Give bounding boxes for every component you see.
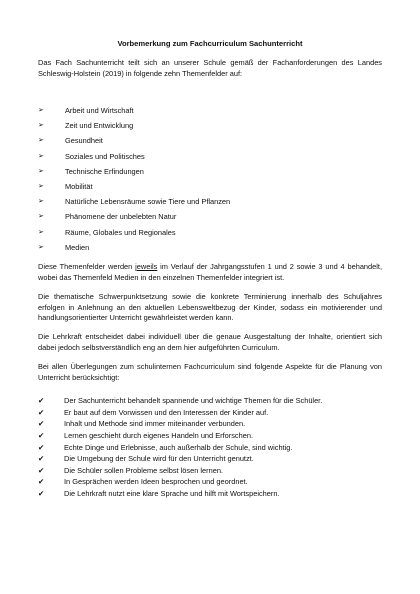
aspekt-label: Die Lehrkraft nutzt eine klare Sprache und hilft mit Wortspeichern.	[64, 489, 280, 499]
themenfeld-list-item	[38, 243, 382, 258]
checkmark-icon: ✔	[38, 396, 45, 405]
aspekte-list	[38, 396, 382, 501]
aspekt-list-item	[38, 396, 382, 408]
arrow-bullet-icon: ➢	[38, 122, 44, 130]
aspekt-list-item	[38, 431, 382, 443]
intro-paragraph: Das Fach Sachunterricht teilt sich an unserer Schule gemäß der Fachanforderungen des Landes Schleswig-Holstein (2019) in folgende zehn Themenfelder auf:	[38, 58, 382, 78]
aspekt-label: Die Schüler sollen Probleme selbst lösen lernen.	[64, 465, 223, 475]
themenfelder-paragraph	[38, 262, 382, 283]
aspekt-list-item	[38, 408, 382, 420]
checkmark-icon: ✔	[38, 407, 45, 417]
themenfeld-list-item	[38, 106, 382, 121]
arrow-bullet-icon: ➢	[38, 107, 44, 114]
checkmark-icon: ✔	[38, 454, 45, 464]
themenfelder-paragraph-end: im Verlauf der Jahrgangsstufen 1 und 2 sowie 3 und 4 behandelt, wobei das Themenfeld Medien in den einzelnen Themenfelder integriert ist.	[38, 262, 383, 282]
themenfeld-list-item	[38, 121, 382, 136]
themenfelder-list	[38, 106, 382, 258]
themenfeld-label: Gesundheit	[65, 136, 103, 146]
aspekt-label: Echte Dinge und Erlebnisse, auch außerhalb der Schule, sind wichtig.	[64, 442, 293, 452]
arrow-bullet-icon: ➢	[38, 137, 44, 145]
checkmark-icon: ✔	[38, 430, 45, 440]
arrow-bullet-icon: ➢	[38, 152, 44, 160]
checkmark-icon: ✔	[38, 489, 45, 499]
themenfelder-paragraph-start: Diese Themenfelder werden	[38, 262, 136, 271]
arrow-bullet-icon: ➢	[38, 243, 44, 251]
jeweils-emphasis: jeweils	[135, 262, 158, 271]
themenfeld-list-item	[38, 136, 382, 151]
themenfeld-label: Medien	[65, 242, 90, 252]
themenfeld-list-item	[38, 212, 382, 227]
arrow-bullet-icon: ➢	[38, 167, 44, 175]
checkmark-icon: ✔	[38, 442, 45, 452]
themenfeld-label: Mobilität	[65, 181, 93, 191]
checkmark-icon: ✔	[38, 419, 45, 429]
aspekt-label: In Gesprächen werden Ideen besprochen und geordnet.	[64, 477, 248, 487]
themenfeld-label: Soziales und Politisches	[65, 151, 145, 161]
aspekt-label: Er baut auf dem Vorwissen und den Interessen der Kinder auf.	[64, 407, 269, 417]
themenfeld-list-item	[38, 152, 382, 167]
page-title: Vorbemerkung zum Fachcurriculum Sachunterricht	[117, 39, 303, 48]
themenfeld-label: Räume, Globales und Regionales	[65, 227, 176, 237]
themenfeld-list-item	[38, 228, 382, 243]
aspekt-list-item	[38, 489, 382, 501]
aspekt-list-item	[38, 477, 382, 489]
themenfeld-label: Technische Erfindungen	[65, 166, 144, 176]
arrow-bullet-icon: ➢	[38, 228, 44, 236]
themenfeld-label: Arbeit und Wirtschaft	[65, 106, 134, 115]
aspekt-label: Lernen geschieht durch eigenes Handeln und Erforschen.	[64, 430, 253, 440]
schwerpunkt-paragraph: Die thematische Schwerpunktsetzung sowie die konkrete Terminierung innerhalb des Schuljahres erfolgen in Anlehnung an den aktuellen Lebensweltbezug der Kinder, sodass ein motivierender und handlungsorientierter Unterricht gewährleistet werden kann.	[38, 292, 382, 322]
arrow-bullet-icon: ➢	[38, 182, 44, 190]
aspekt-list-item	[38, 443, 382, 455]
aspekt-list-item	[38, 419, 382, 431]
aspekt-label: Der Sachunterricht behandelt spannende und wichtige Themen für die Schüler.	[64, 396, 323, 405]
themenfeld-label: Zeit und Entwicklung	[65, 121, 134, 131]
aspekt-list-item	[38, 454, 382, 466]
themenfeld-label: Phänomene der unbelebten Natur	[65, 212, 177, 222]
themenfeld-list-item	[38, 182, 382, 197]
aspekt-list-item	[38, 466, 382, 478]
aspekt-label: Die Umgebung der Schule wird für den Unterricht genutzt.	[64, 454, 254, 464]
checkmark-icon: ✔	[38, 465, 45, 475]
aspekt-label: Inhalt und Methode sind immer miteinander verbunden.	[64, 419, 246, 429]
themenfeld-label: Natürliche Lebensräume sowie Tiere und Pflanzen	[65, 197, 231, 207]
aspekte-paragraph: Bei allen Überlegungen zum schulinternen Fachcurriculum sind folgende Aspekte für die Planung von Unterricht berücksichtigt:	[38, 362, 382, 382]
arrow-bullet-icon: ➢	[38, 198, 44, 206]
themenfeld-list-item	[38, 167, 382, 182]
checkmark-icon: ✔	[38, 477, 45, 487]
arrow-bullet-icon: ➢	[38, 213, 44, 221]
themenfeld-list-item	[38, 197, 382, 212]
lehrkraft-paragraph: Die Lehrkraft entscheidet dabei individuell über die genaue Ausgestaltung der Inhalte, orientiert sich dabei jedoch selbstverständlich eng an dem hier aufgeführten Curriculum.	[38, 332, 382, 352]
